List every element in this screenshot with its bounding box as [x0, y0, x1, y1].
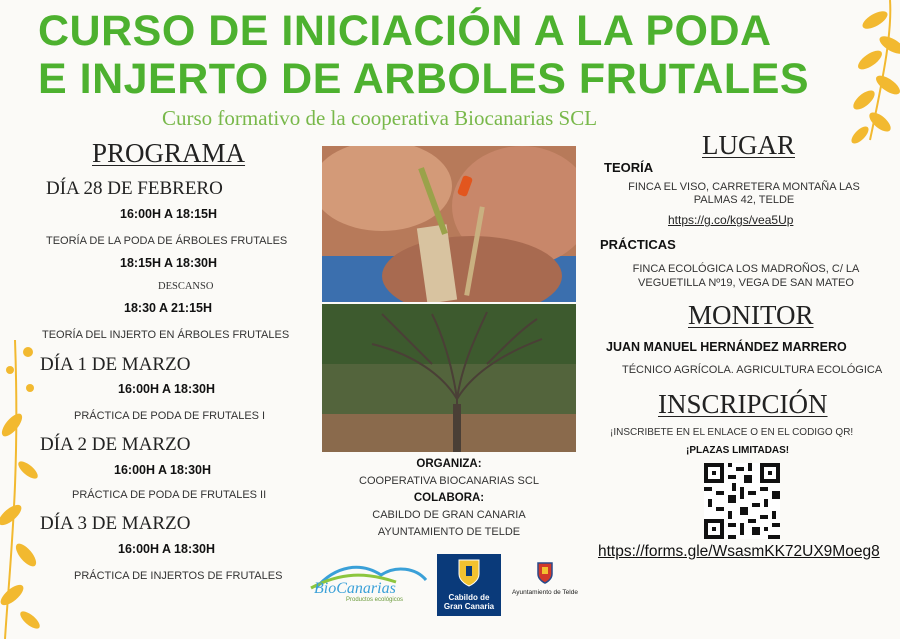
lugar-teoria-label: TEORÍA — [604, 160, 654, 175]
programa-day1-time-3: 18:30 A 21:15H — [124, 301, 213, 315]
programa-day3-text: PRÁCTICA DE PODA DE FRUTALES II — [72, 489, 267, 501]
colabora-label: COLABORA: — [413, 492, 485, 504]
lugar-teoria-map-link[interactable]: https://g.co/kgs/vea5Up — [668, 213, 794, 227]
programa-day4-text: PRÁCTICA DE INJERTOS DE FRUTALES — [74, 570, 283, 582]
cabildo-shield-icon — [457, 558, 481, 588]
colabora-value-1: CABILDO DE GRAN CANARIA — [372, 509, 526, 521]
lugar-teoria-address-1: FINCA EL VISO, CARRETERA MONTAÑA LAS — [628, 181, 860, 193]
main-title-line1: CURSO DE INICIACIÓN A LA PODA — [38, 7, 772, 55]
lugar-heading: LUGAR — [702, 130, 795, 160]
main-title-line2: E INJERTO DE ARBOLES FRUTALES — [38, 55, 810, 103]
programa-day2-time: 16:00H A 18:30H — [118, 382, 216, 396]
organiza-label: ORGANIZA: — [416, 458, 482, 470]
programa-day3-time: 16:00H A 18:30H — [114, 463, 212, 477]
programa-day4-time: 16:00H A 18:30H — [118, 542, 216, 556]
cabildo-logo — [437, 554, 501, 616]
inscripcion-form-link[interactable]: https://forms.gle/WsasmKK72UX9Moeg8 — [598, 543, 880, 560]
programa-day1-time-2: 18:15H A 18:30H — [120, 256, 218, 270]
programa-day2-text: PRÁCTICA DE PODA DE FRUTALES I — [74, 410, 266, 422]
lugar-practicas-label: PRÁCTICAS — [600, 237, 676, 252]
telde-logo-text: Ayuntamiento de Telde — [512, 589, 578, 596]
programa-day1-text-1: TEORÍA DE LA PODA DE ÁRBOLES FRUTALES — [46, 235, 288, 247]
programa-day1-text-2: DESCANSO — [158, 281, 214, 292]
programa-day-2: DÍA 1 DE MARZO — [40, 354, 191, 375]
programa-day1-time-1: 16:00H A 18:15H — [120, 207, 218, 221]
programa-day-4: DÍA 3 DE MARZO — [40, 513, 191, 534]
biocanarias-logo-subtext: Productos ecológicos — [346, 597, 404, 603]
monitor-heading: MONITOR — [688, 300, 814, 330]
biocanarias-logo-text: BioCanarias — [314, 580, 396, 597]
inscripcion-text: ¡INSCRIBETE EN EL ENLACE O EN EL CODIGO QR! — [610, 427, 854, 438]
lugar-practicas-address-1: FINCA ECOLÓGICA LOS MADROÑOS, C/ LA — [632, 263, 860, 275]
biocanarias-logo — [306, 560, 430, 606]
cabildo-logo-text-1: Cabildo de — [448, 593, 490, 602]
programa-day-1: DÍA 28 DE FEBRERO — [46, 178, 223, 199]
programa-day1-text-3: TEORÍA DEL INJERTO EN ÁRBOLES FRUTALES — [42, 329, 290, 341]
colabora-value-2: AYUNTAMIENTO DE TELDE — [377, 526, 521, 538]
registration-qr-code[interactable] — [704, 463, 780, 539]
lugar-practicas-address-2: VEGUETILLA Nº19, VEGA DE SAN MATEO — [638, 277, 854, 289]
grafting-photo — [322, 146, 576, 302]
inscripcion-heading: INSCRIPCIÓN — [658, 389, 828, 419]
subtitle: Curso formativo de la cooperativa Biocanarias SCL — [162, 106, 598, 130]
lugar-teoria-address-2: PALMAS 42, TELDE — [693, 194, 795, 206]
organiza-value: COOPERATIVA BIOCANARIAS SCL — [359, 475, 539, 487]
tree-photo — [322, 304, 576, 452]
telde-shield-icon — [537, 562, 553, 584]
inscripcion-plazas: ¡PLAZAS LIMITADAS! — [686, 445, 790, 456]
cabildo-logo-text-2: Gran Canaria — [443, 602, 495, 611]
leaf-decoration-bottom-left-icon — [0, 340, 45, 639]
monitor-role: TÉCNICO AGRÍCOLA. AGRICULTURA ECOLÓGICA — [622, 364, 883, 376]
programa-heading: PROGRAMA — [92, 138, 246, 168]
monitor-name: JUAN MANUEL HERNÁNDEZ MARRERO — [606, 340, 847, 354]
programa-day-3: DÍA 2 DE MARZO — [40, 434, 191, 455]
telde-logo — [506, 562, 584, 596]
